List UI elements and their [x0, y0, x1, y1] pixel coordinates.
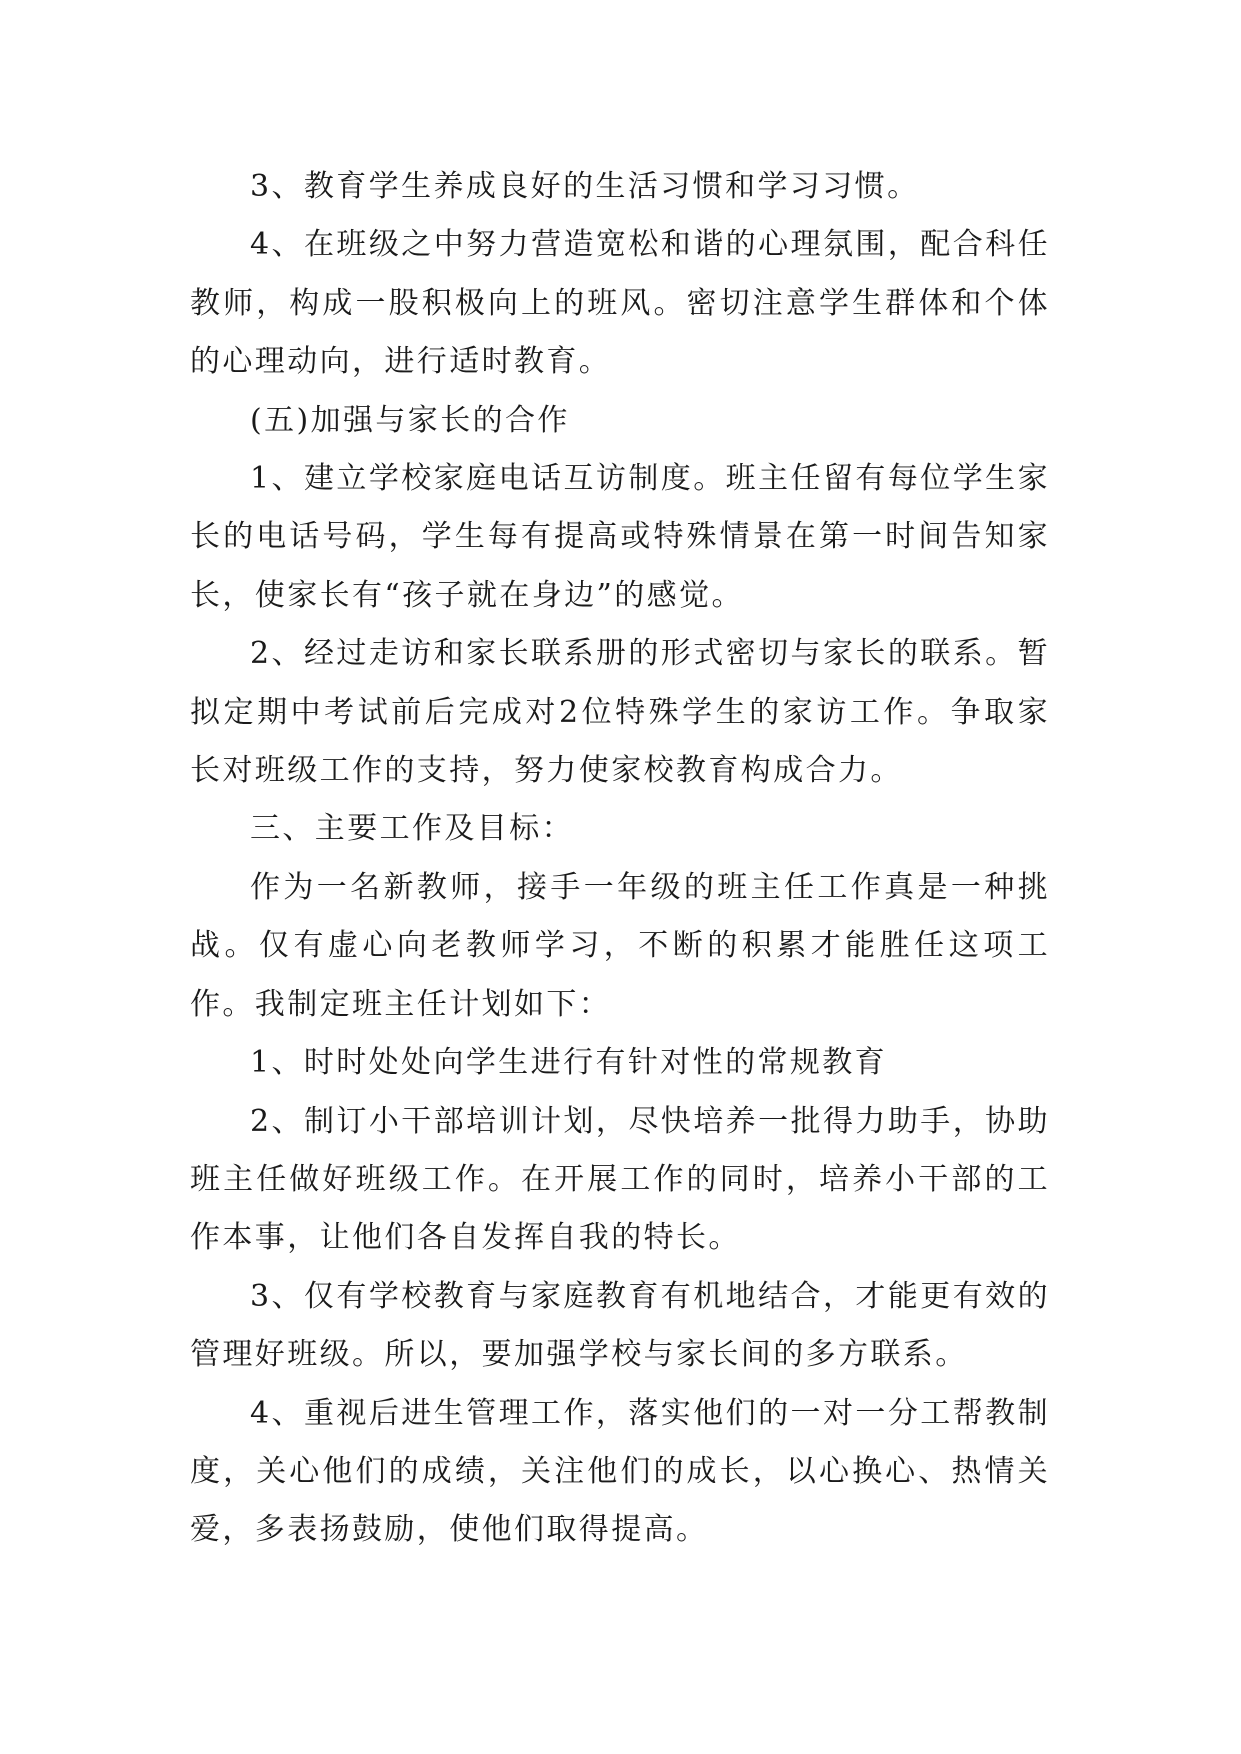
document-body [190, 158, 1050, 1560]
list-item-school-family: 3、仅有学校教育与家庭教育有机地结合，才能更有效的管理好班级。所以，要加强学校与家长间的多方联系。 [190, 1278, 1050, 1373]
section-heading-parent-cooperation: (五)加强与家长的合作 [250, 402, 570, 438]
paragraph-habits: 3、教育学生养成良好的生活习惯和学习习惯。 [250, 169, 920, 204]
list-item-routine-education: 1、时时处处向学生进行有针对性的常规教育 [250, 1045, 888, 1081]
list-item-student-cadres: 2、制订小干部培训计划，尽快培养一批得力助手，协助班主任做好班级工作。在开展工作的同时，培养小干部的工作本事，让他们各自发挥自我的特长。 [190, 1103, 1050, 1256]
paragraph-class-atmosphere: 4、在班级之中努力营造宽松和谐的心理氛围，配合科任教师，构成一股积极向上的班风。密切注意学生群体和个体的心理动向，进行适时教育。 [190, 227, 1050, 380]
section-heading-main-work: 三、主要工作及目标： [250, 811, 574, 847]
paragraph-home-visits: 2、经过走访和家长联系册的形式密切与家长的联系。暂拟定期中考试前后完成对2位特殊学生的家访工作。争取家长对班级工作的支持，努力使家校教育构成合力。 [190, 636, 1050, 789]
paragraph-phone-visits: 1、建立学校家庭电话互访制度。班主任留有每位学生家长的电话号码，学生每有提高或特殊情景在第一时间告知家长，使家长有“孩子就在身边”的感觉。 [190, 461, 1050, 613]
list-item-struggling-students: 4、重视后进生管理工作，落实他们的一对一分工帮教制度，关心他们的成绩，关注他们的成长，以心换心、热情关爱，多表扬鼓励，使他们取得提高。 [190, 1395, 1050, 1548]
paragraph-new-teacher: 作为一名新教师，接手一年级的班主任工作真是一种挑战。仅有虚心向老教师学习，不断的积累才能胜任这项工作。我制定班主任计划如下： [190, 869, 1050, 1022]
